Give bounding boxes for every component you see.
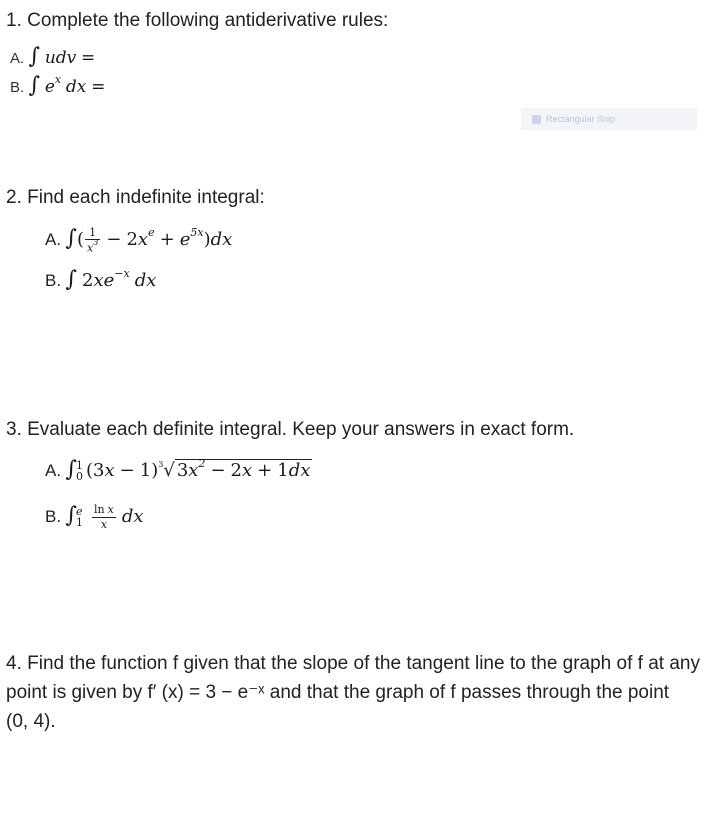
question-4-line-1: 4. Find the function f given that the slope of the tangent line to the graph of f at any [6,653,700,674]
question-1b-math: ∫ $e^x$ dx = [28,73,106,98]
question-3a-label: A. [45,461,62,480]
question-2b-label: B. [45,271,62,290]
snip-icon [532,115,541,124]
question-3b-label: B. [45,507,62,526]
snip-label: Rectangular Snip [546,114,616,124]
question-1-prompt: 1. Complete the following antiderivative rules: [6,10,389,31]
question-1a-math: ∫ udv = [28,44,96,69]
rectangular-snip-overlay[interactable] [521,108,697,130]
question-2b-math: ∫ $2xe^{-x}$ dx [65,267,157,292]
question-1b-label: B. [10,79,25,96]
question-3a [45,457,312,483]
question-2a [45,226,232,254]
question-1a-label: A. [10,50,25,67]
question-3b-math: ∫ e 1 $\frac{\text{ln x}}{x}$ dx [65,503,144,532]
question-3a-math: ∫ 1 0 $(3x - 1)^3√$ $3x^2 - 2x + 1dx$ [65,457,311,484]
question-1b [10,73,105,98]
question-2-prompt: 2. Find each indefinite integral: [6,187,265,208]
question-1a [10,44,95,69]
question-2a-math: ∫( $\frac{1}{x^3}$ − $2x^e + e^{5x})dx$ [65,225,233,255]
question-2b [45,267,156,292]
question-2a-label: A. [45,230,62,249]
question-4-line-2: point is given by f′ (x) = 3 − e⁻ˣ and that the graph of f passes through the point [6,682,670,703]
question-3b [45,503,144,530]
question-4-line-3: (0, 4). [6,711,56,732]
question-3-prompt: 3. Evaluate each definite integral. Keep your answers in exact form. [6,419,575,440]
